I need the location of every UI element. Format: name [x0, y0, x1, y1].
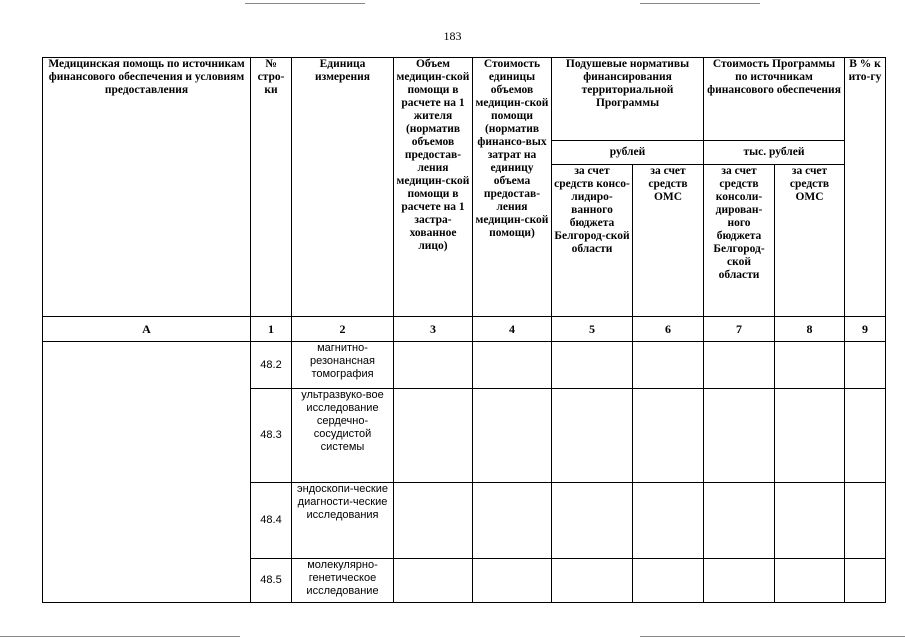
empty-cell	[552, 389, 633, 483]
row-unit: эндоскопи-ческие диагности-ческие исследования	[292, 483, 394, 559]
header-program-cost: Стоимость Программы по источникам финансового обеспечения	[704, 58, 845, 141]
row-code: 48.2	[251, 342, 292, 389]
header-unit-rubles: рублей	[552, 141, 704, 165]
empty-cell	[633, 559, 704, 603]
column-number: 7	[704, 317, 775, 342]
empty-cell	[845, 342, 886, 389]
empty-cell	[473, 342, 552, 389]
row-unit: молекулярно-генетическое исследование	[292, 559, 394, 603]
table-row	[43, 342, 886, 389]
empty-cell	[775, 559, 845, 603]
empty-cell	[394, 389, 473, 483]
empty-cell	[473, 483, 552, 559]
row-code: 48.4	[251, 483, 292, 559]
empty-cell	[473, 559, 552, 603]
column-number: 4	[473, 317, 552, 342]
row-unit: ультразвуко-вое исследование сердечно-сосудистой системы	[292, 389, 394, 483]
header-regional-budget-thousands: за счет средств консоли-дирован-ного бюджета Белгород-ской области	[704, 165, 775, 317]
empty-cell	[394, 483, 473, 559]
header-percent-of-total: В % к ито-гу	[845, 58, 886, 317]
empty-cell	[845, 389, 886, 483]
column-numbers-row	[43, 317, 886, 342]
column-number: 1	[251, 317, 292, 342]
empty-cell	[704, 389, 775, 483]
empty-cell	[704, 483, 775, 559]
header-volume: Объем медицин-ской помощи в расчете на 1 жителя (норматив объемов предостав-ления медицин-ской помощи в расчете на 1 застра-хованное лицо)	[394, 58, 473, 317]
empty-cell	[633, 389, 704, 483]
column-number: 6	[633, 317, 704, 342]
empty-cell	[633, 342, 704, 389]
column-number: 8	[775, 317, 845, 342]
header-per-capita-norms: Подушевые нормативы финансирования территориальной Программы	[552, 58, 704, 141]
page-number: 183	[443, 29, 462, 43]
empty-cell	[552, 483, 633, 559]
column-number: 9	[845, 317, 886, 342]
header-unit: Единица измерения	[292, 58, 394, 317]
column-number: 3	[394, 317, 473, 342]
empty-cell	[552, 342, 633, 389]
empty-cell	[394, 559, 473, 603]
header-unit-cost: Стоимость единицы объемов медицин-ской помощи (норматив финансо-вых затрат на единицу объема предостав-ления медицин-ской помощи)	[473, 58, 552, 317]
column-number: 5	[552, 317, 633, 342]
empty-cell	[775, 342, 845, 389]
empty-cell	[845, 559, 886, 603]
row-unit: магнитно-резонансная томография	[292, 342, 394, 389]
empty-cell	[552, 559, 633, 603]
row-code: 48.3	[251, 389, 292, 483]
header-oms-thousands: за счет средств ОМС	[775, 165, 845, 317]
empty-cell	[845, 483, 886, 559]
empty-cell	[704, 342, 775, 389]
column-number: 2	[292, 317, 394, 342]
empty-cell	[775, 483, 845, 559]
header-regional-budget-rubles: за счет средств консо-лидиро-ванного бюджета Белгород-ской области	[552, 165, 633, 317]
header-row-number: № стро-ки	[251, 58, 292, 317]
empty-cell	[704, 559, 775, 603]
row-code: 48.5	[251, 559, 292, 603]
medical-care-cell	[43, 342, 251, 603]
empty-cell	[473, 389, 552, 483]
empty-cell	[394, 342, 473, 389]
empty-cell	[775, 389, 845, 483]
empty-cell	[633, 483, 704, 559]
financing-table	[42, 57, 886, 603]
header-medical-care: Медицинская помощь по источникам финансового обеспечения и условиям предоставления	[43, 58, 251, 317]
column-number: А	[43, 317, 251, 342]
header-oms-rubles: за счет средств ОМС	[633, 165, 704, 317]
header-unit-thousand-rubles: тыс. рублей	[704, 141, 845, 165]
